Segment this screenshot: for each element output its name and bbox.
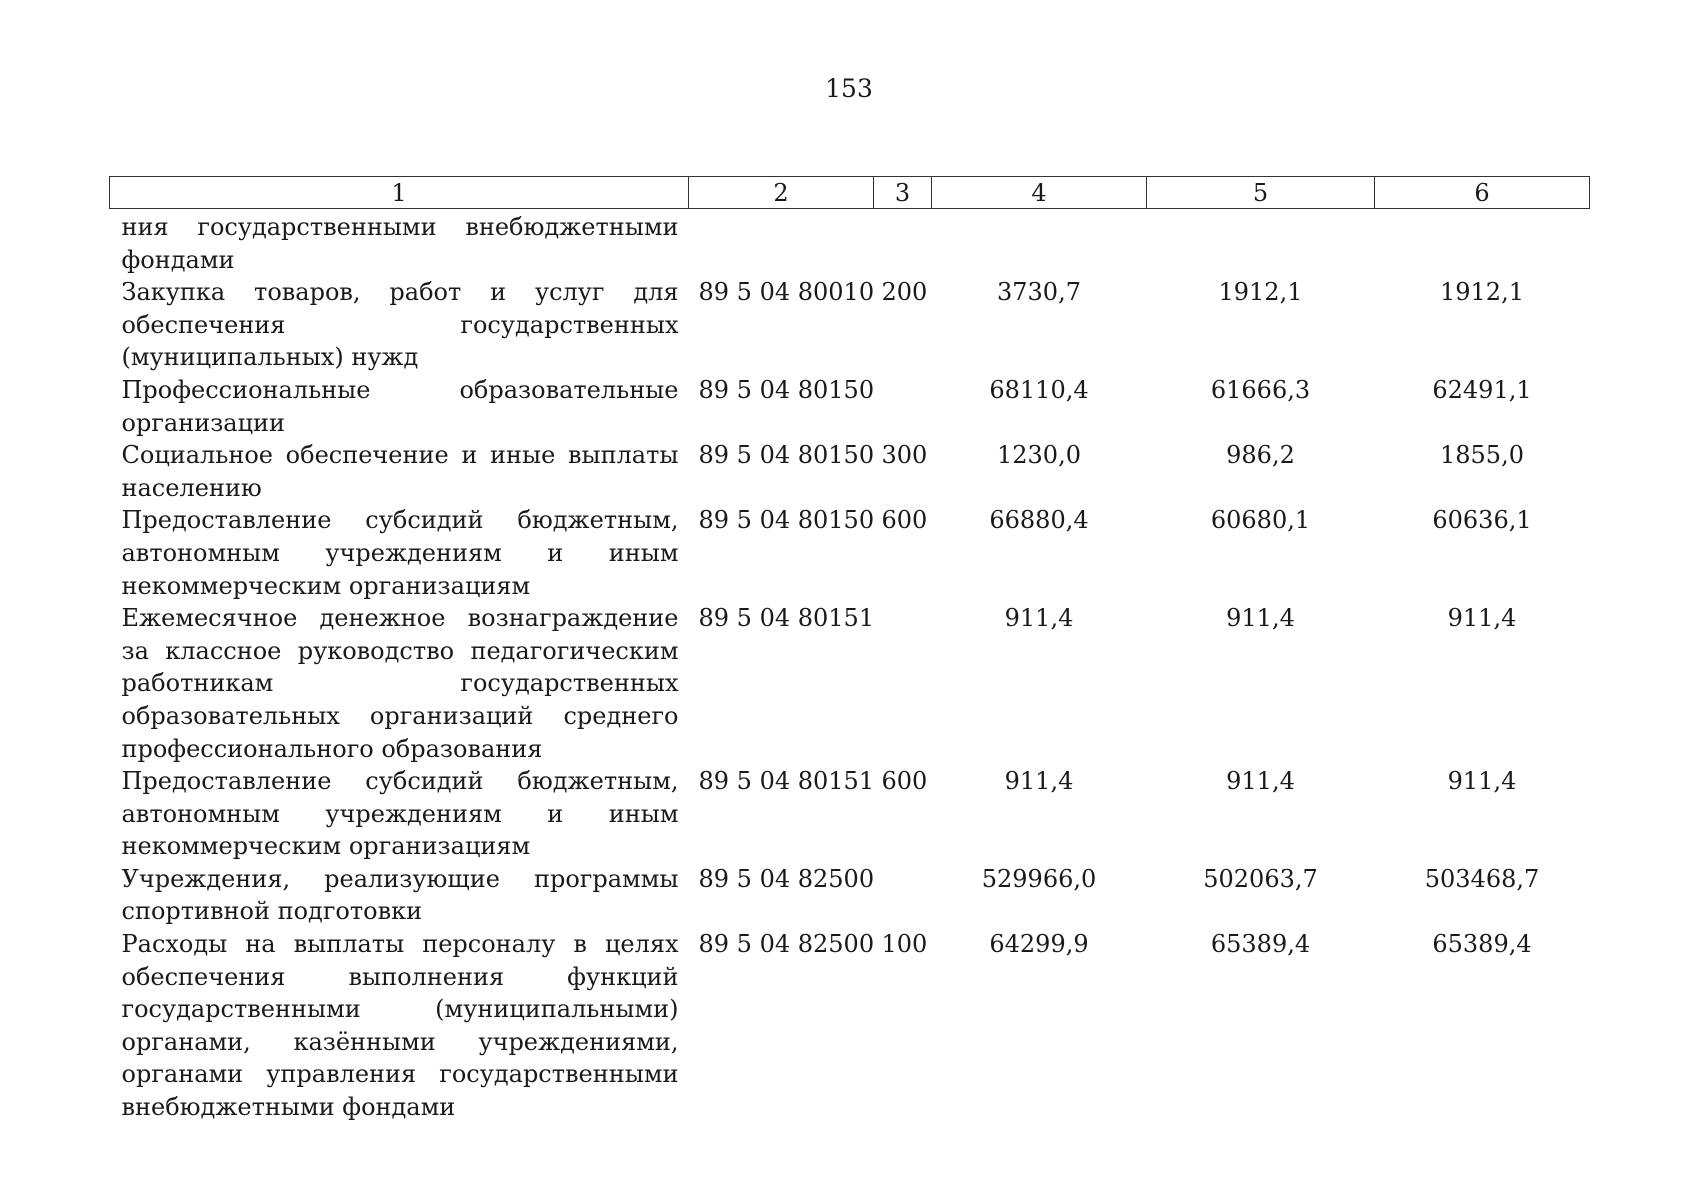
column-header-3: 3 [874,177,932,209]
row-code [689,209,874,277]
row-name: Ежемесячное денежное вознаграждение за классное руководство педагогическим работникам государственных образовательных организаций среднего профессионального образования [121,604,679,763]
table-body [110,209,1590,1124]
column-header-2: 2 [689,177,874,209]
row-code: 89 5 04 80150 [698,506,875,535]
row-value-5: 986,2 [1226,441,1295,470]
row-value-6: 503468,7 [1424,864,1540,893]
row-name: Предоставление субсидий бюджетным, автономным учреждениям и иным некоммерческим организациям [121,506,679,600]
row-value-6: 911,4 [1447,604,1517,633]
row-value-5: 502063,7 [1203,864,1318,893]
row-type [874,863,932,928]
row-code: 89 5 04 80150 [698,441,875,470]
row-value-6: 1855,0 [1440,441,1524,470]
table-row [110,863,1590,928]
row-value-5: 1912,1 [1218,278,1303,307]
row-value-4: 911,4 [1004,767,1074,796]
column-header-1: 1 [110,177,689,209]
column-header-4: 4 [932,177,1147,209]
table-row [110,374,1590,439]
page-number: 153 [825,74,873,103]
row-value-4 [932,209,1147,277]
row-value-5: 65389,4 [1210,930,1311,959]
row-value-4: 64299,9 [989,930,1089,959]
row-value-5 [1147,209,1375,277]
row-type: 300 [881,441,928,470]
row-name: Профессиональные образовательные организации [121,375,679,437]
row-value-6: 65389,4 [1432,930,1532,959]
row-name: Закупка товаров, работ и услуг для обеспечения государственных (муниципальных) нужд [121,278,679,372]
row-code: 89 5 04 80010 [698,278,875,307]
row-type [874,209,932,277]
row-value-4: 911,4 [1004,604,1074,633]
row-code: 89 5 04 82500 [698,930,875,959]
budget-table [109,176,1590,1124]
table-row [110,928,1590,1124]
column-header-6: 6 [1375,177,1590,209]
row-type: 200 [881,278,928,307]
row-value-6: 62491,1 [1432,375,1532,404]
row-value-5: 911,4 [1226,604,1295,633]
row-code: 89 5 04 80151 [698,767,875,796]
row-code: 89 5 04 82500 [698,864,875,893]
row-name: Учреждения, реализующие программы спортивной подготовки [121,864,679,926]
row-code: 89 5 04 80151 [698,604,875,633]
table-row [110,602,1590,765]
row-code: 89 5 04 80150 [698,375,875,404]
row-value-4: 1230,0 [997,441,1081,470]
row-value-5: 911,4 [1226,767,1295,796]
row-value-6: 1912,1 [1440,278,1524,307]
row-value-5: 60680,1 [1210,506,1311,535]
table-row [110,439,1590,504]
column-header-5: 5 [1147,177,1375,209]
header-row [110,177,1590,209]
row-value-5: 61666,3 [1210,375,1311,404]
table-header [110,177,1590,209]
table-row [110,765,1590,863]
row-name: Предоставление субсидий бюджетным, автономным учреждениям и иным некоммерческим организациям [121,767,679,861]
row-type [874,602,932,765]
row-value-4: 66880,4 [989,506,1089,535]
row-value-4: 529966,0 [981,864,1097,893]
row-value-4: 3730,7 [997,278,1081,307]
row-value-6: 60636,1 [1432,506,1532,535]
row-value-6 [1375,209,1590,277]
row-name: ния государственными внебюджетными фондами [121,213,679,274]
table-row [110,276,1590,374]
row-name: Социальное обеспечение и иные выплаты населению [121,441,679,502]
row-type [874,374,932,439]
table-row [110,504,1590,602]
table-row [110,209,1590,277]
row-type: 600 [881,506,928,535]
row-type: 600 [881,767,928,796]
row-name: Расходы на выплаты персоналу в целях обеспечения выполнения функций государственными (муниципальными) органами, казёнными учреждениями, органами управления государственными внебюджетными фондами [121,930,679,1122]
row-value-6: 911,4 [1447,767,1517,796]
row-value-4: 68110,4 [989,375,1089,404]
row-type: 100 [881,930,928,959]
